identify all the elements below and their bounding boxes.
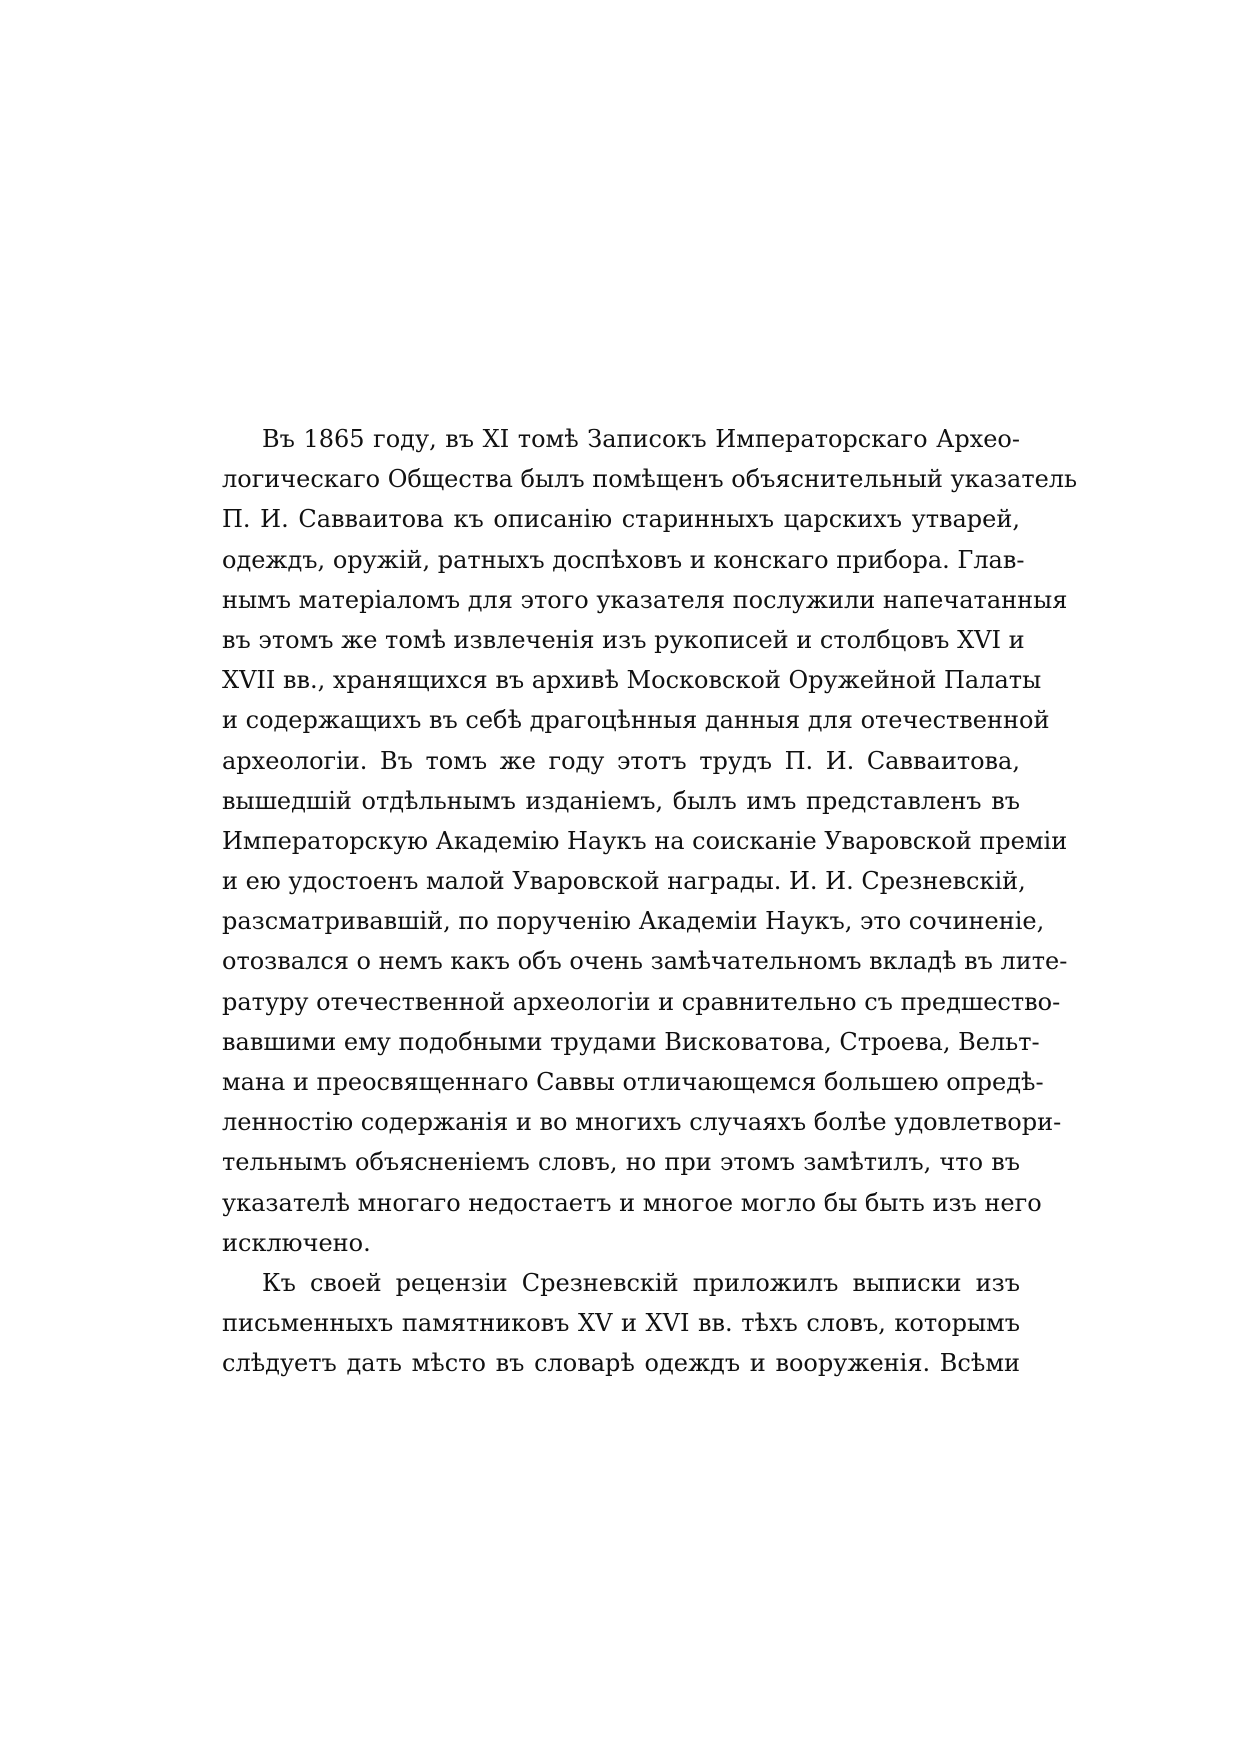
text-line: Императорскую Академію Наукъ на соисканіе Уваровской преміи xyxy=(222,826,1068,855)
text-line: слѣдуетъ дать мѣсто въ словарѣ одеждъ и вооруженія. Всѣми xyxy=(222,1349,1020,1378)
text-line: П. И. Савваитова къ описанію старинныхъ царскихъ утварей, xyxy=(222,505,1020,534)
text-line: и ею удостоенъ малой Уваровской награды. И. И. Срезневскій, xyxy=(222,867,1026,896)
text-line: Въ 1865 году, въ XI томѣ Записокъ Императорскаго Архео- xyxy=(262,425,1020,453)
text-line: въ этомъ же томѣ извлеченія изъ рукописей и столбцовъ XVI и xyxy=(222,625,1025,654)
text-line: археологіи. Въ томъ же году этотъ трудъ П. И. Савваитова, xyxy=(222,746,1020,775)
text-line: разсматривавшій, по порученію Академіи Наукъ, это сочиненіе, xyxy=(222,907,1045,936)
text-line: отозвался о немъ какъ объ очень замѣчательномъ вкладѣ въ лите- xyxy=(222,947,1068,976)
text-line: вышедшій отдѣльнымъ изданіемъ, былъ имъ представленъ въ xyxy=(222,786,1020,815)
text-line: ленностію содержанія и во многихъ случаяхъ болѣе удовлетвори- xyxy=(222,1108,1062,1137)
text-line: нымъ матеріаломъ для этого указателя послужили напечатанныя xyxy=(222,585,1068,614)
text-line: и содержащихъ въ себѣ драгоцѣнныя данныя для отечественной xyxy=(222,706,1050,735)
text-line: указателѣ многаго недостаетъ и многое могло бы быть изъ него xyxy=(222,1188,1042,1217)
text-line: тельнымъ объясненіемъ словъ, но при этомъ замѣтилъ, что въ xyxy=(222,1148,1020,1177)
body-text xyxy=(222,419,1078,1384)
text-line: логическаго Общества былъ помѣщенъ объяснительный указатель xyxy=(222,465,1078,494)
text-line: исключено. xyxy=(222,1228,371,1257)
text-line: мана и преосвященнаго Саввы отличающемся большею опредѣ- xyxy=(222,1068,1044,1096)
text-line: письменныхъ памятниковъ XV и XVI вв. тѣхъ словъ, которымъ xyxy=(222,1309,1020,1338)
text-line: вавшими ему подобными трудами Висковатова, Строева, Вельт- xyxy=(222,1027,1040,1056)
text-line: ратуру отечественной археологіи и сравнительно съ предшество- xyxy=(222,987,1061,1016)
text-line: одеждъ, оружій, ратныхъ доспѣховъ и конскаго прибора. Глав- xyxy=(222,545,1025,574)
text-line: XVII вв., хранящихся въ архивѣ Московской Оружейной Палаты xyxy=(222,666,1042,695)
text-line: Къ своей рецензіи Срезневскій приложилъ выписки изъ xyxy=(262,1268,1020,1297)
